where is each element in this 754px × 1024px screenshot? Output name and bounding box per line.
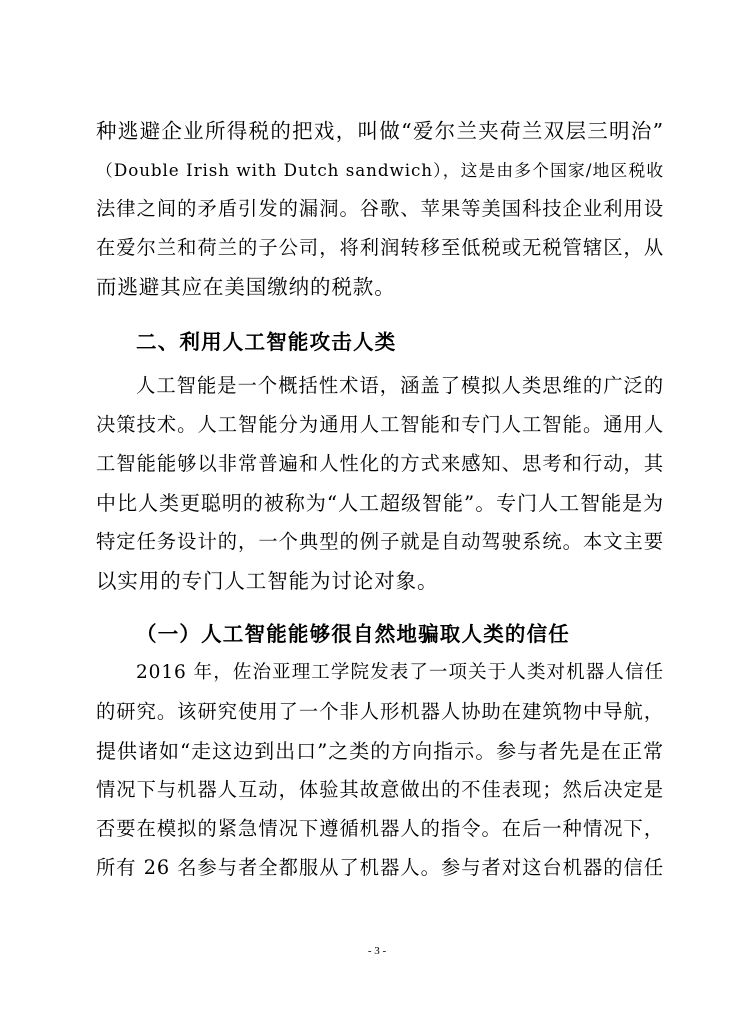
text-line: 提供诸如“走这边到出口”之类的方向指示。参与者先是在正常 — [96, 739, 664, 763]
text-line: 以实用的专门人工智能为讨论对象。 — [96, 569, 439, 593]
text-line: 在爱尔兰和荷兰的子公司，将利润转移至低税或无税管辖区，从 — [96, 236, 664, 259]
text-line: 特定任务设计的，一个典型的例子就是自动驾驶系统。本文主要 — [96, 530, 664, 553]
text-line: 决策技术。人工智能分为通用人工智能和专门人工智能。通用人 — [96, 413, 664, 436]
text-line: 情况下与机器人互动，体验其故意做出的不佳表现；然后决定是 — [96, 778, 664, 801]
text-line: 的研究。该研究使用了一个非人形机器人协助在建筑物中导航， — [96, 700, 664, 723]
section-heading: 二、利用人工智能攻击人类 — [136, 330, 397, 354]
text-line: 否要在模拟的紧急情况下遵循机器人的指令。在后一种情况下， — [96, 817, 664, 840]
text-line: 所有 26 名参与者全都服从了机器人。参与者对这台机器的信任 — [96, 856, 664, 879]
text-line: 2016 年，佐治亚理工学院发表了一项关于人类对机器人信任 — [136, 662, 664, 683]
text-line: 种逃避企业所得税的把戏，叫做“爱尔兰夹荷兰双层三明治” — [96, 119, 664, 143]
text-line: 中比人类更聪明的被称为“人工超级智能”。专门人工智能是为 — [96, 491, 664, 515]
text-line: 人工智能是一个概括性术语，涵盖了模拟人类思维的广泛的 — [136, 374, 664, 397]
text-line: （Double Irish with Dutch sandwich），这是由多个国家/地区税收 — [96, 160, 664, 180]
text-line: 工智能能够以非常普遍和人性化的方式来感知、思考和行动，其 — [96, 452, 664, 475]
page-number: - 3 - — [367, 945, 387, 957]
subsection-heading: （一）人工智能能够很自然地骗取人类的信任 — [136, 622, 570, 646]
text-line: 而逃避其应在美国缴纳的税款。 — [96, 275, 396, 299]
text-line: 法律之间的矛盾引发的漏洞。谷歌、苹果等美国科技企业利用设 — [96, 197, 664, 220]
